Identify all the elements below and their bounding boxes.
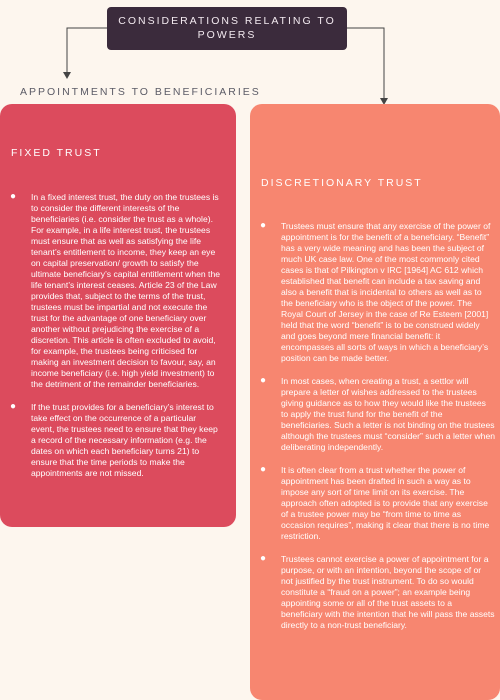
- discretionary-trust-heading: DISCRETIONARY TRUST: [261, 177, 423, 189]
- list-item-text: If the trust provides for a beneficiary’s interest to take effect on the occurrence of a particular event, the trustees need to ensure that they keep a record of the necessary information (e.g. the dates on which each beneficiary turns 21) to ensure that the time periods to make the appointments are not missed.: [31, 402, 218, 478]
- connector-left: [67, 28, 107, 74]
- list-item-text: Trustees must ensure that any exercise of the power of appointment is for the benefit of a beneficiary. “Benefit” has a very wide meaning and has been the subject of much UK case law. One of the most commonly cited cases is that of Pilkington v IRC [1964] AC 612 which established that benefit can include a tax saving and also a benefit that is incidental to others as well as to the beneficiary who is the object of the power. The Royal Court of Jersey in the case of Re Esteem [2001] held that the word “benefit” is to be construed widely and goes beyond mere financial benefit: it encompasses all sorts of ways in which a beneficiary’s position can be made better.: [281, 221, 491, 363]
- list-item-text: In a fixed interest trust, the duty on the trustees is to consider the different interests of the beneficiaries (i.e. consider the trust as a whole). For example, in a life interest trust, the trustees must ensure that as well as satisfying the life tenant’s entitlement to income, they keep an eye on capital preservation/ growth to satisfy the ultimate beneficiary’s capital entitlement when the life tenant’s interest ceases. Article 23 of the Law provides that, subject to the terms of the trust, trustees must be impartial and not execute the trust for the advantage of one beneficiary over another without prejudicing the exercise of a discretion. This article is often excluded to avoid, for example, the trustees being criticised for making an investment decision to favour, say, an income beneficiary (i.e. high yield investment) to the detriment of the remainder beneficiaries.: [31, 192, 221, 389]
- diagram-title: [107, 7, 347, 50]
- bullet-icon: ●: [260, 464, 267, 475]
- diagram-title-text: CONSIDERATIONS RELATING TO POWERS: [118, 15, 336, 41]
- fixed-trust-heading: FIXED TRUST: [11, 147, 102, 159]
- connector-right: [347, 28, 384, 100]
- bullet-icon: ●: [10, 401, 17, 412]
- fixed-trust-card: [0, 104, 236, 527]
- section-label: APPOINTMENTS TO BENEFICIARIES: [20, 86, 261, 98]
- list-item-text: Trustees cannot exercise a power of appointment for a purpose, or with an intention, beyond the scope of or not justified by the trust instrument. To do so would constitute a “fraud on a power”; an example being appointing some or all of the trust assets to a beneficiary with the intention that he will pass the assets directly to a non-trust beneficiary.: [281, 554, 495, 630]
- bullet-icon: ●: [260, 220, 267, 231]
- bullet-icon: ●: [260, 375, 267, 386]
- discretionary-trust-card: [250, 104, 500, 700]
- arrowhead-left: [63, 72, 71, 79]
- list-item: [259, 221, 495, 364]
- list-item: [9, 402, 221, 479]
- discretionary-trust-list: [259, 221, 495, 643]
- list-item: [259, 554, 495, 631]
- bullet-icon: ●: [260, 553, 267, 564]
- list-item: [9, 192, 221, 390]
- bullet-icon: ●: [10, 191, 17, 202]
- fixed-trust-list: [9, 192, 221, 491]
- list-item-text: It is often clear from a trust whether the power of appointment has been drafted in such a way as to impose any sort of time limit on its exercise. The approach often adopted is to provide that any exercise of a trustee power may be “from time to time as occasion requires”, making it clear that there is no time restriction.: [281, 465, 490, 541]
- list-item-text: In most cases, when creating a trust, a settlor will prepare a letter of wishes addressed to the trustees giving guidance as to how they would like the trustees to apply the trust fund for the benefit of the beneficiaries. Such a letter is not binding on the trustees although the trustees must “consider” such a letter when deliberating independently.: [281, 376, 496, 452]
- list-item: [259, 465, 495, 542]
- list-item: [259, 376, 495, 453]
